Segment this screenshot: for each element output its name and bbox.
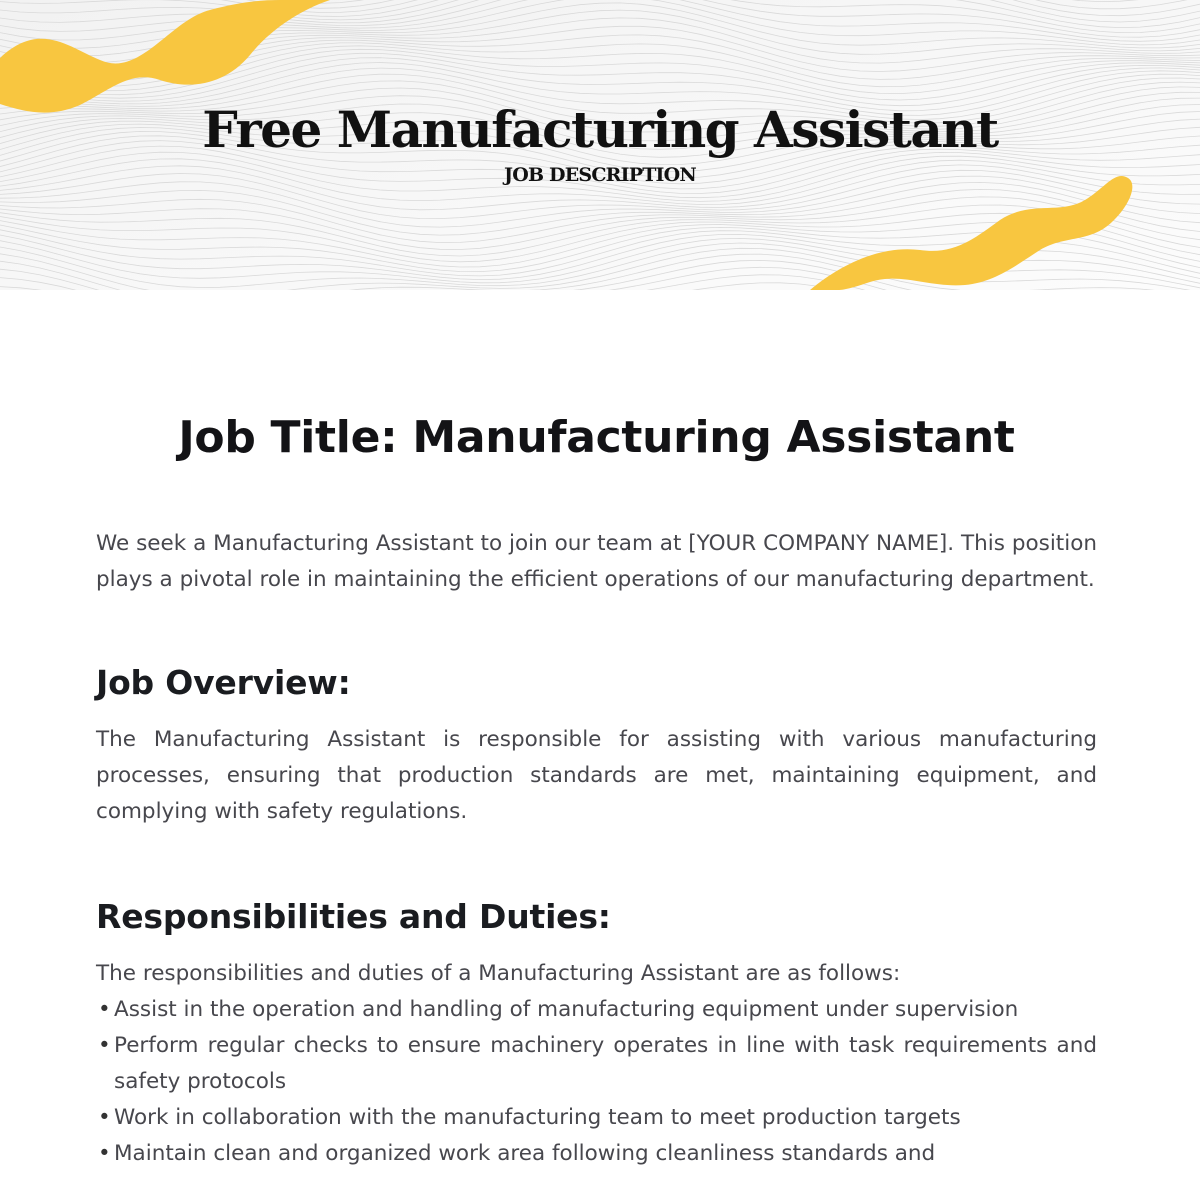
banner-title: Free Manufacturing Assistant [202,100,998,159]
duties-list [96,992,1097,1172]
list-item: • Work in collaboration with the manufacturing team to meet production targets [96,1100,1097,1136]
overview-heading: Job Overview: [96,663,351,702]
list-item: • Assist in the operation and handling of manufacturing equipment under supervision [96,992,1097,1028]
responsibilities-intro: The responsibilities and duties of a Manufacturing Assistant are as follows: [96,961,901,986]
job-title: Job Title: Manufacturing Assistant [178,412,1015,463]
overview-paragraph: The Manufacturing Assistant is responsible for assisting with various manufacturing processes, ensuring that production standards are met, maintaining equipment, and complying with safety regulations. [96,727,1097,824]
list-item: • Perform regular checks to ensure machinery operates in line with task requirements and safety protocols [96,1028,1097,1100]
document-body [96,290,1097,1172]
responsibilities-heading: Responsibilities and Duties: [96,897,611,936]
banner-subtitle: JOB DESCRIPTION [504,164,696,186]
list-item: • Maintain clean and organized work area following cleanliness standards and [96,1136,1097,1172]
header-banner [0,0,1200,290]
intro-paragraph: We seek a Manufacturing Assistant to join our team at [YOUR COMPANY NAME]. This position plays a pivotal role in maintaining the efficient operations of our manufacturing department. [96,531,1097,592]
